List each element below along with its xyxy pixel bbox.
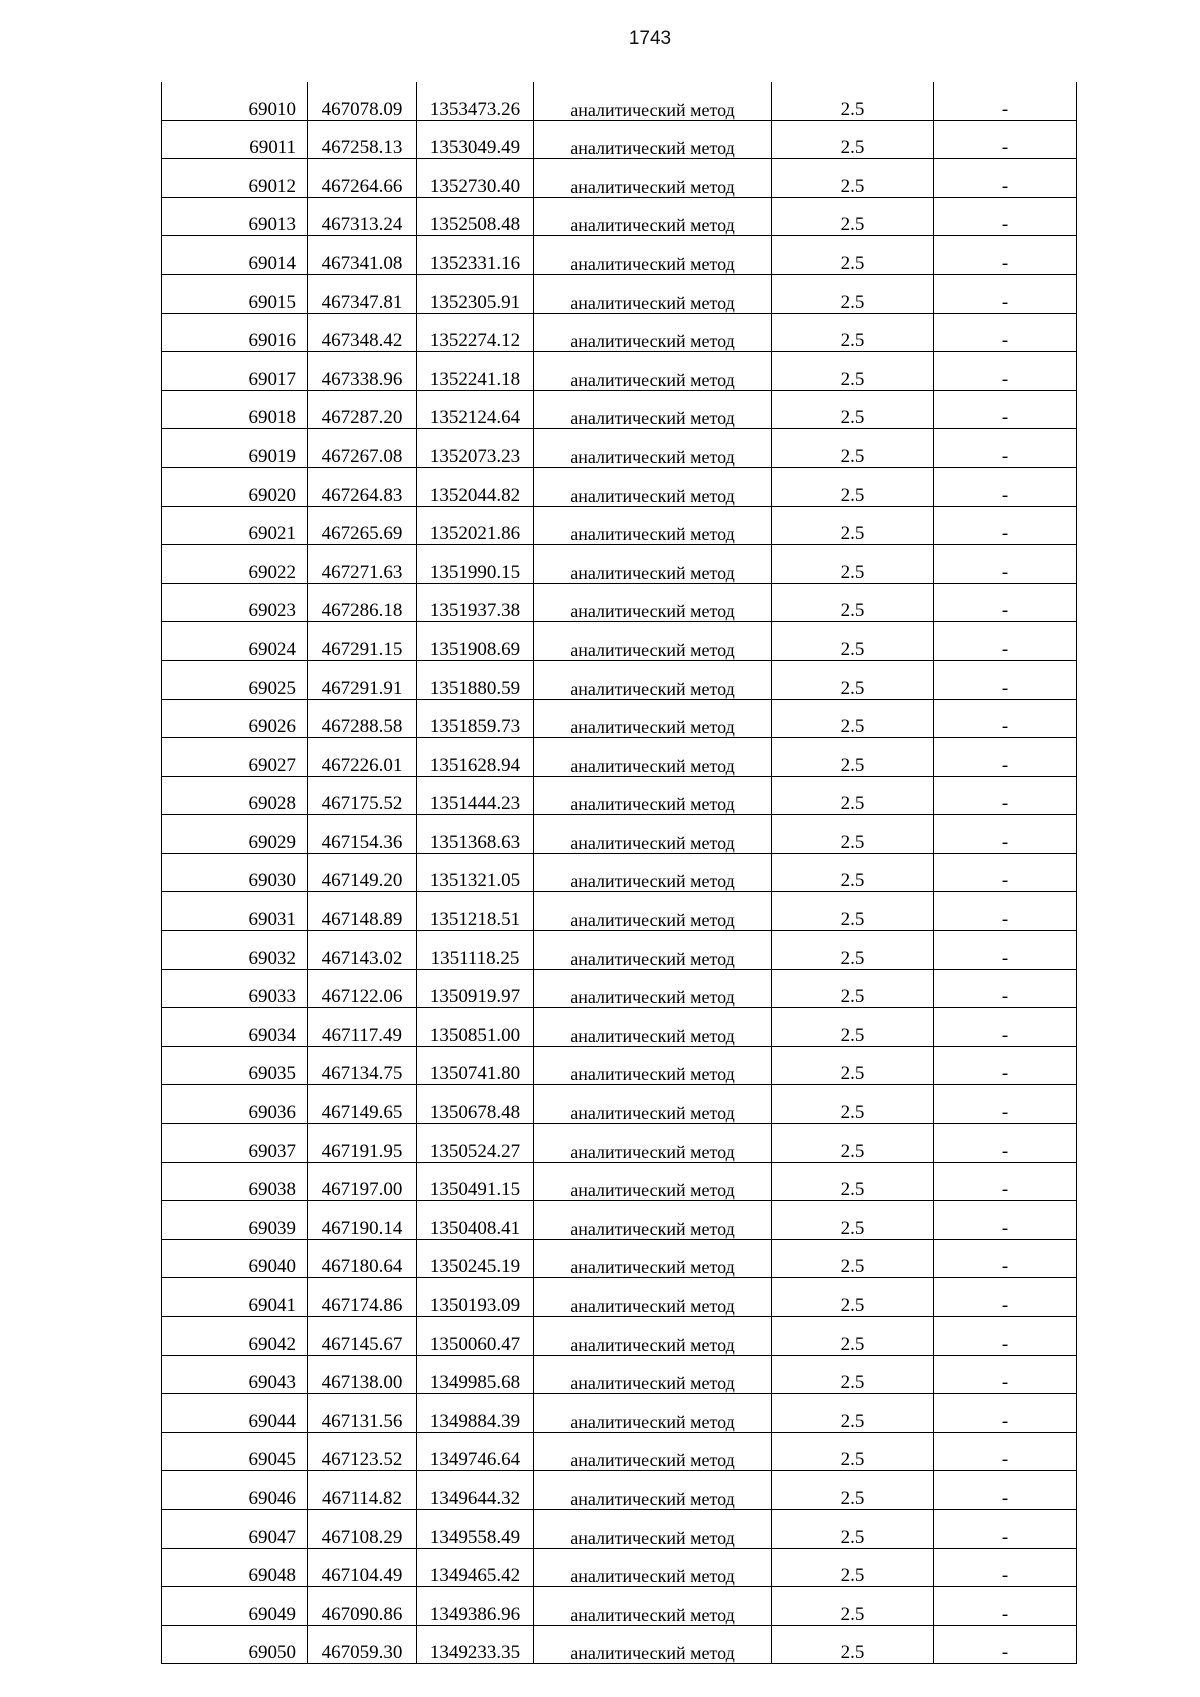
x-coordinate-cell: 467175.52	[308, 776, 417, 815]
x-coordinate-cell: 467197.00	[308, 1162, 417, 1201]
method-cell: аналитический метод	[534, 197, 772, 236]
accuracy-cell: 2.5	[772, 1085, 934, 1124]
point-number-cell: 69050	[162, 1625, 308, 1664]
y-coordinate-cell: 1352124.64	[417, 390, 534, 429]
table-row	[162, 390, 1077, 429]
table-row	[162, 1548, 1077, 1587]
accuracy-cell: 2.5	[772, 931, 934, 970]
x-coordinate-cell: 467265.69	[308, 506, 417, 545]
x-coordinate-cell: 467258.13	[308, 120, 417, 159]
note-cell: -	[934, 274, 1077, 313]
point-number-cell: 69031	[162, 892, 308, 931]
x-coordinate-cell: 467313.24	[308, 197, 417, 236]
y-coordinate-cell: 1350193.09	[417, 1278, 534, 1317]
y-coordinate-cell: 1349465.42	[417, 1548, 534, 1587]
note-cell: -	[934, 1317, 1077, 1356]
x-coordinate-cell: 467286.18	[308, 583, 417, 622]
accuracy-cell: 2.5	[772, 1471, 934, 1510]
y-coordinate-cell: 1353473.26	[417, 82, 534, 120]
point-number-cell: 69023	[162, 583, 308, 622]
table-row	[162, 931, 1077, 970]
point-number-cell: 69025	[162, 660, 308, 699]
accuracy-cell: 2.5	[772, 236, 934, 275]
point-number-cell: 69010	[162, 82, 308, 120]
method-cell: аналитический метод	[534, 390, 772, 429]
accuracy-cell: 2.5	[772, 1548, 934, 1587]
note-cell: -	[934, 583, 1077, 622]
point-number-cell: 69017	[162, 352, 308, 391]
accuracy-cell: 2.5	[772, 120, 934, 159]
accuracy-cell: 2.5	[772, 390, 934, 429]
table-row	[162, 1625, 1077, 1664]
method-cell: аналитический метод	[534, 892, 772, 931]
y-coordinate-cell: 1351368.63	[417, 815, 534, 854]
table-row	[162, 892, 1077, 931]
point-number-cell: 69038	[162, 1162, 308, 1201]
method-cell: аналитический метод	[534, 1394, 772, 1433]
accuracy-cell: 2.5	[772, 1239, 934, 1278]
note-cell: -	[934, 197, 1077, 236]
method-cell: аналитический метод	[534, 120, 772, 159]
accuracy-cell: 2.5	[772, 738, 934, 777]
note-cell: -	[934, 776, 1077, 815]
y-coordinate-cell: 1352508.48	[417, 197, 534, 236]
table-row	[162, 1239, 1077, 1278]
point-number-cell: 69011	[162, 120, 308, 159]
y-coordinate-cell: 1350741.80	[417, 1046, 534, 1085]
point-number-cell: 69029	[162, 815, 308, 854]
table-row	[162, 1278, 1077, 1317]
method-cell: аналитический метод	[534, 738, 772, 777]
accuracy-cell: 2.5	[772, 969, 934, 1008]
point-number-cell: 69044	[162, 1394, 308, 1433]
coordinates-table-body	[162, 82, 1077, 1664]
method-cell: аналитический метод	[534, 1548, 772, 1587]
note-cell: -	[934, 892, 1077, 931]
y-coordinate-cell: 1351908.69	[417, 622, 534, 661]
x-coordinate-cell: 467291.15	[308, 622, 417, 661]
point-number-cell: 69039	[162, 1201, 308, 1240]
point-number-cell: 69035	[162, 1046, 308, 1085]
method-cell: аналитический метод	[534, 1509, 772, 1548]
table-row	[162, 159, 1077, 198]
note-cell: -	[934, 120, 1077, 159]
x-coordinate-cell: 467347.81	[308, 274, 417, 313]
y-coordinate-cell: 1350919.97	[417, 969, 534, 1008]
note-cell: -	[934, 1432, 1077, 1471]
accuracy-cell: 2.5	[772, 429, 934, 468]
table-row	[162, 429, 1077, 468]
y-coordinate-cell: 1353049.49	[417, 120, 534, 159]
note-cell: -	[934, 313, 1077, 352]
method-cell: аналитический метод	[534, 1046, 772, 1085]
point-number-cell: 69026	[162, 699, 308, 738]
accuracy-cell: 2.5	[772, 622, 934, 661]
point-number-cell: 69021	[162, 506, 308, 545]
y-coordinate-cell: 1352730.40	[417, 159, 534, 198]
method-cell: аналитический метод	[534, 82, 772, 120]
x-coordinate-cell: 467148.89	[308, 892, 417, 931]
table-row	[162, 236, 1077, 275]
x-coordinate-cell: 467090.86	[308, 1587, 417, 1626]
y-coordinate-cell: 1351859.73	[417, 699, 534, 738]
point-number-cell: 69028	[162, 776, 308, 815]
note-cell: -	[934, 738, 1077, 777]
method-cell: аналитический метод	[534, 622, 772, 661]
method-cell: аналитический метод	[534, 236, 772, 275]
note-cell: -	[934, 236, 1077, 275]
method-cell: аналитический метод	[534, 699, 772, 738]
accuracy-cell: 2.5	[772, 82, 934, 120]
method-cell: аналитический метод	[534, 1278, 772, 1317]
y-coordinate-cell: 1351937.38	[417, 583, 534, 622]
table-row	[162, 352, 1077, 391]
point-number-cell: 69019	[162, 429, 308, 468]
y-coordinate-cell: 1350524.27	[417, 1124, 534, 1163]
point-number-cell: 69032	[162, 931, 308, 970]
method-cell: аналитический метод	[534, 1162, 772, 1201]
table-row	[162, 815, 1077, 854]
y-coordinate-cell: 1352044.82	[417, 467, 534, 506]
method-cell: аналитический метод	[534, 1432, 772, 1471]
note-cell: -	[934, 1162, 1077, 1201]
x-coordinate-cell: 467180.64	[308, 1239, 417, 1278]
x-coordinate-cell: 467154.36	[308, 815, 417, 854]
table-row	[162, 1124, 1077, 1163]
y-coordinate-cell: 1350678.48	[417, 1085, 534, 1124]
point-number-cell: 69027	[162, 738, 308, 777]
x-coordinate-cell: 467145.67	[308, 1317, 417, 1356]
x-coordinate-cell: 467149.65	[308, 1085, 417, 1124]
table-row	[162, 1317, 1077, 1356]
note-cell: -	[934, 699, 1077, 738]
accuracy-cell: 2.5	[772, 699, 934, 738]
note-cell: -	[934, 1278, 1077, 1317]
y-coordinate-cell: 1349746.64	[417, 1432, 534, 1471]
method-cell: аналитический метод	[534, 853, 772, 892]
point-number-cell: 69041	[162, 1278, 308, 1317]
accuracy-cell: 2.5	[772, 506, 934, 545]
y-coordinate-cell: 1352331.16	[417, 236, 534, 275]
note-cell: -	[934, 1085, 1077, 1124]
y-coordinate-cell: 1351990.15	[417, 545, 534, 584]
y-coordinate-cell: 1349644.32	[417, 1471, 534, 1510]
x-coordinate-cell: 467078.09	[308, 82, 417, 120]
point-number-cell: 69020	[162, 467, 308, 506]
x-coordinate-cell: 467149.20	[308, 853, 417, 892]
method-cell: аналитический метод	[534, 1239, 772, 1278]
accuracy-cell: 2.5	[772, 1317, 934, 1356]
method-cell: аналитический метод	[534, 776, 772, 815]
accuracy-cell: 2.5	[772, 313, 934, 352]
method-cell: аналитический метод	[534, 1317, 772, 1356]
table-row	[162, 120, 1077, 159]
note-cell: -	[934, 969, 1077, 1008]
note-cell: -	[934, 159, 1077, 198]
x-coordinate-cell: 467134.75	[308, 1046, 417, 1085]
point-number-cell: 69048	[162, 1548, 308, 1587]
table-row	[162, 969, 1077, 1008]
accuracy-cell: 2.5	[772, 1432, 934, 1471]
y-coordinate-cell: 1351218.51	[417, 892, 534, 931]
table-row	[162, 1509, 1077, 1548]
method-cell: аналитический метод	[534, 1587, 772, 1626]
y-coordinate-cell: 1351880.59	[417, 660, 534, 699]
accuracy-cell: 2.5	[772, 159, 934, 198]
point-number-cell: 69012	[162, 159, 308, 198]
y-coordinate-cell: 1351321.05	[417, 853, 534, 892]
method-cell: аналитический метод	[534, 1085, 772, 1124]
note-cell: -	[934, 1201, 1077, 1240]
table-row	[162, 1394, 1077, 1433]
y-coordinate-cell: 1350245.19	[417, 1239, 534, 1278]
note-cell: -	[934, 1548, 1077, 1587]
table-row	[162, 197, 1077, 236]
point-number-cell: 69034	[162, 1008, 308, 1047]
method-cell: аналитический метод	[534, 815, 772, 854]
method-cell: аналитический метод	[534, 429, 772, 468]
y-coordinate-cell: 1352274.12	[417, 313, 534, 352]
y-coordinate-cell: 1351444.23	[417, 776, 534, 815]
point-number-cell: 69049	[162, 1587, 308, 1626]
accuracy-cell: 2.5	[772, 1278, 934, 1317]
y-coordinate-cell: 1350060.47	[417, 1317, 534, 1356]
table-row	[162, 776, 1077, 815]
y-coordinate-cell: 1349985.68	[417, 1355, 534, 1394]
x-coordinate-cell: 467108.29	[308, 1509, 417, 1548]
y-coordinate-cell: 1352073.23	[417, 429, 534, 468]
point-number-cell: 69024	[162, 622, 308, 661]
note-cell: -	[934, 1124, 1077, 1163]
accuracy-cell: 2.5	[772, 1008, 934, 1047]
accuracy-cell: 2.5	[772, 197, 934, 236]
x-coordinate-cell: 467114.82	[308, 1471, 417, 1510]
note-cell: -	[934, 1008, 1077, 1047]
method-cell: аналитический метод	[534, 1008, 772, 1047]
method-cell: аналитический метод	[534, 1124, 772, 1163]
x-coordinate-cell: 467123.52	[308, 1432, 417, 1471]
page-number: 1743	[628, 28, 672, 49]
y-coordinate-cell: 1349233.35	[417, 1625, 534, 1664]
accuracy-cell: 2.5	[772, 352, 934, 391]
note-cell: -	[934, 1046, 1077, 1085]
method-cell: аналитический метод	[534, 1201, 772, 1240]
x-coordinate-cell: 467117.49	[308, 1008, 417, 1047]
x-coordinate-cell: 467288.58	[308, 699, 417, 738]
method-cell: аналитический метод	[534, 969, 772, 1008]
method-cell: аналитический метод	[534, 583, 772, 622]
table-row	[162, 274, 1077, 313]
accuracy-cell: 2.5	[772, 583, 934, 622]
accuracy-cell: 2.5	[772, 1046, 934, 1085]
note-cell: -	[934, 390, 1077, 429]
accuracy-cell: 2.5	[772, 1509, 934, 1548]
accuracy-cell: 2.5	[772, 853, 934, 892]
method-cell: аналитический метод	[534, 506, 772, 545]
coordinates-table	[161, 82, 1077, 1664]
note-cell: -	[934, 622, 1077, 661]
point-number-cell: 69013	[162, 197, 308, 236]
method-cell: аналитический метод	[534, 274, 772, 313]
note-cell: -	[934, 1394, 1077, 1433]
method-cell: аналитический метод	[534, 1625, 772, 1664]
note-cell: -	[934, 1509, 1077, 1548]
y-coordinate-cell: 1351628.94	[417, 738, 534, 777]
table-row	[162, 660, 1077, 699]
x-coordinate-cell: 467338.96	[308, 352, 417, 391]
note-cell: -	[934, 352, 1077, 391]
point-number-cell: 69036	[162, 1085, 308, 1124]
table-row	[162, 853, 1077, 892]
y-coordinate-cell: 1351118.25	[417, 931, 534, 970]
x-coordinate-cell: 467122.06	[308, 969, 417, 1008]
x-coordinate-cell: 467104.49	[308, 1548, 417, 1587]
accuracy-cell: 2.5	[772, 1587, 934, 1626]
y-coordinate-cell: 1352241.18	[417, 352, 534, 391]
method-cell: аналитический метод	[534, 660, 772, 699]
x-coordinate-cell: 467341.08	[308, 236, 417, 275]
point-number-cell: 69040	[162, 1239, 308, 1278]
y-coordinate-cell: 1350851.00	[417, 1008, 534, 1047]
note-cell: -	[934, 815, 1077, 854]
method-cell: аналитический метод	[534, 1471, 772, 1510]
table-row	[162, 1355, 1077, 1394]
note-cell: -	[934, 1587, 1077, 1626]
table-row	[162, 1008, 1077, 1047]
accuracy-cell: 2.5	[772, 1201, 934, 1240]
table-row	[162, 545, 1077, 584]
x-coordinate-cell: 467174.86	[308, 1278, 417, 1317]
method-cell: аналитический метод	[534, 931, 772, 970]
accuracy-cell: 2.5	[772, 1124, 934, 1163]
point-number-cell: 69043	[162, 1355, 308, 1394]
note-cell: -	[934, 1355, 1077, 1394]
accuracy-cell: 2.5	[772, 1394, 934, 1433]
accuracy-cell: 2.5	[772, 1355, 934, 1394]
note-cell: -	[934, 545, 1077, 584]
table-row	[162, 1587, 1077, 1626]
method-cell: аналитический метод	[534, 545, 772, 584]
note-cell: -	[934, 853, 1077, 892]
method-cell: аналитический метод	[534, 467, 772, 506]
note-cell: -	[934, 82, 1077, 120]
table-row	[162, 467, 1077, 506]
x-coordinate-cell: 467348.42	[308, 313, 417, 352]
x-coordinate-cell: 467143.02	[308, 931, 417, 970]
accuracy-cell: 2.5	[772, 892, 934, 931]
y-coordinate-cell: 1350408.41	[417, 1201, 534, 1240]
accuracy-cell: 2.5	[772, 660, 934, 699]
point-number-cell: 69016	[162, 313, 308, 352]
table-row	[162, 699, 1077, 738]
note-cell: -	[934, 429, 1077, 468]
point-number-cell: 69046	[162, 1471, 308, 1510]
method-cell: аналитический метод	[534, 313, 772, 352]
accuracy-cell: 2.5	[772, 1625, 934, 1664]
x-coordinate-cell: 467059.30	[308, 1625, 417, 1664]
point-number-cell: 69045	[162, 1432, 308, 1471]
table-row	[162, 1201, 1077, 1240]
accuracy-cell: 2.5	[772, 274, 934, 313]
x-coordinate-cell: 467190.14	[308, 1201, 417, 1240]
point-number-cell: 69047	[162, 1509, 308, 1548]
y-coordinate-cell: 1352305.91	[417, 274, 534, 313]
x-coordinate-cell: 467264.66	[308, 159, 417, 198]
point-number-cell: 69033	[162, 969, 308, 1008]
note-cell: -	[934, 467, 1077, 506]
note-cell: -	[934, 506, 1077, 545]
x-coordinate-cell: 467271.63	[308, 545, 417, 584]
x-coordinate-cell: 467291.91	[308, 660, 417, 699]
note-cell: -	[934, 660, 1077, 699]
table-row	[162, 1085, 1077, 1124]
x-coordinate-cell: 467191.95	[308, 1124, 417, 1163]
accuracy-cell: 2.5	[772, 1162, 934, 1201]
x-coordinate-cell: 467287.20	[308, 390, 417, 429]
point-number-cell: 69042	[162, 1317, 308, 1356]
table-row	[162, 622, 1077, 661]
table-row	[162, 1432, 1077, 1471]
y-coordinate-cell: 1352021.86	[417, 506, 534, 545]
point-number-cell: 69030	[162, 853, 308, 892]
table-row	[162, 1162, 1077, 1201]
y-coordinate-cell: 1349386.96	[417, 1587, 534, 1626]
x-coordinate-cell: 467226.01	[308, 738, 417, 777]
table-row	[162, 313, 1077, 352]
method-cell: аналитический метод	[534, 352, 772, 391]
y-coordinate-cell: 1350491.15	[417, 1162, 534, 1201]
note-cell: -	[934, 931, 1077, 970]
x-coordinate-cell: 467267.08	[308, 429, 417, 468]
method-cell: аналитический метод	[534, 159, 772, 198]
note-cell: -	[934, 1625, 1077, 1664]
x-coordinate-cell: 467264.83	[308, 467, 417, 506]
point-number-cell: 69018	[162, 390, 308, 429]
y-coordinate-cell: 1349884.39	[417, 1394, 534, 1433]
accuracy-cell: 2.5	[772, 467, 934, 506]
table-row	[162, 506, 1077, 545]
y-coordinate-cell: 1349558.49	[417, 1509, 534, 1548]
accuracy-cell: 2.5	[772, 545, 934, 584]
table-row	[162, 1046, 1077, 1085]
accuracy-cell: 2.5	[772, 815, 934, 854]
x-coordinate-cell: 467131.56	[308, 1394, 417, 1433]
x-coordinate-cell: 467138.00	[308, 1355, 417, 1394]
accuracy-cell: 2.5	[772, 776, 934, 815]
table-row	[162, 738, 1077, 777]
method-cell: аналитический метод	[534, 1355, 772, 1394]
point-number-cell: 69014	[162, 236, 308, 275]
point-number-cell: 69037	[162, 1124, 308, 1163]
table-row	[162, 82, 1077, 120]
point-number-cell: 69015	[162, 274, 308, 313]
point-number-cell: 69022	[162, 545, 308, 584]
table-row	[162, 1471, 1077, 1510]
table-row	[162, 583, 1077, 622]
note-cell: -	[934, 1239, 1077, 1278]
note-cell: -	[934, 1471, 1077, 1510]
